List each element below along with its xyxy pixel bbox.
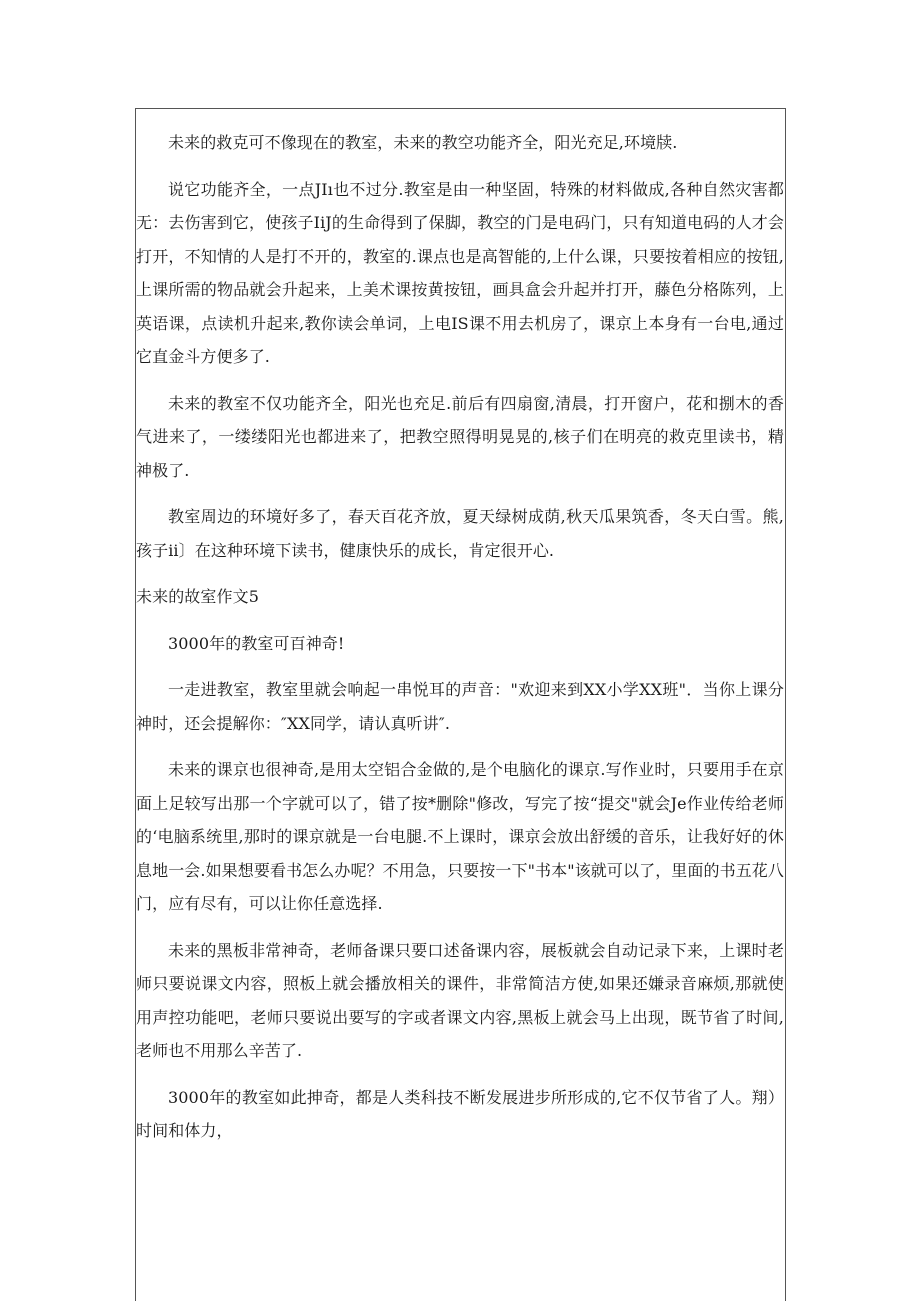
paragraph-sunlight: 未来的教室不仅功能齐全，阳光也充足.前后有四扇窗,清晨，打开窗户，花和捌木的香气进来了，一缕缕阳光也都进来了，把教空照得明晃晃的,核子们在明亮的救克里读书，精神极了. [136, 393, 784, 480]
paragraph-functions: 说它功能齐全，一点JIı也不过分.教室是由一种坚固，特殊的材料做成,各种自然灾害都无：去伤害到它，使孩子IiJ的生命得到了保脚，教空的门是电码门，只有知道电码的人才会打开，不知情的人是打不开的，教室的.课点也是高智能的,上什么课，只要按着相应的按钮,上课所需的物品就会升起来，上美术课按黄按钮，画具盒会升起并打开，藤色分格陈列，上英语课，点读机升起来,教你读会单词，上电IS课不用去机房了，课京上本身有一台电,通过它直金斗方便多了. [136, 179, 784, 366]
paragraph-environment: 教室周边的环境好多了，春天百花齐放，夏天绿树成荫,秋天瓜果筑香，冬天白雪。熊,孩子ii〕在这种环境下读书，健康快乐的成长，肯定很开心. [136, 507, 784, 560]
paragraph-3000-intro: 3000年的教室可百神奇! [168, 633, 345, 653]
document-body [136, 126, 784, 1148]
section-heading: 未来的故室作文5 [136, 587, 259, 606]
paragraph-blackboard: 未来的黑板非常神奇，老师备课只要口述备课内容，展板就会自动记录下来，上课时老师只要说课文内容，照板上就会播放相关的课件，非常简洁方使,如果还嫌录音麻烦,那就使用声控功能吧，老师只要说出要写的字或者课文内容,黑板上就会马上出现，既节省了时间,老师也不用那么辛苦了. [136, 940, 784, 1060]
paragraph-desk: 未来的课京也很神奇,是用太空铝合金做的,是个电脑化的课京.写作业时，只要用手在京面上足较写出那一个字就可以了，错了按*删除"修改，写完了按“提交"就会Je作业传给老师的‘电脑系统里,那时的课京就是一台电腿.不上课时，课京会放出舒缓的音乐，让我好好的休息地一会.如果想要看书怎么办呢？不用急，只要按一下"书本"该就可以了，里面的书五花八门，应有尽有，可以让你任意选择. [136, 760, 785, 913]
paragraph-classroom-intro: 未来的救克可不像现在的教室，未来的教空功能齐全，阳光充足,环境牍. [168, 133, 678, 152]
paragraph-conclusion: 3000年的教室如此抻奇，都是人类科技不断发展进步所形成的,它不仅节省了人。翔）时间和体力， [136, 1087, 784, 1140]
paragraph-greeting-voice: 一走进教室，教室里就会响起一串悦耳的声音："欢迎来到XX小学XX班"．当你上课分神时，还会提解你：″XX同学，请认真听讲″. [136, 680, 784, 733]
